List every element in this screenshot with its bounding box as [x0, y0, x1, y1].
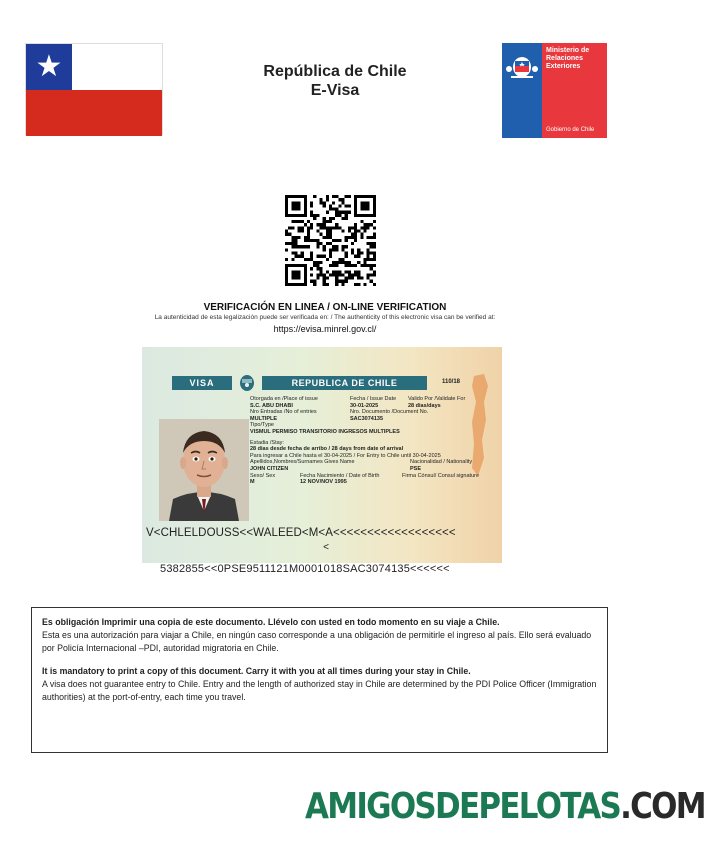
ministry-line-2: Relaciones — [546, 55, 583, 62]
place-value: S.C. ABU DHABI — [250, 402, 293, 409]
coat-of-arms-icon — [505, 51, 539, 81]
ministry-line-3: Exteriores — [546, 63, 581, 70]
flag-red-band — [26, 90, 162, 136]
notice-es-bold: Es obligación Imprimir una copia de este documento. Llévelo con usted en todo momento en su viaje a Chile. — [42, 617, 500, 627]
entries-value: MULTIPLE — [250, 415, 278, 422]
chile-flag — [25, 43, 163, 135]
sex-label: Sexo/ Sex — [250, 472, 276, 479]
star-icon: ★ — [35, 50, 63, 83]
title-line-2: E-Visa — [310, 82, 360, 99]
document-number-label: Nro. Documento /Document No. — [350, 409, 429, 416]
holder-photo — [159, 419, 249, 521]
type-value: VISMUL PERMISO TRANSITORIO INGRESOS MULTIPLES — [250, 428, 400, 435]
qr-code[interactable] — [285, 195, 376, 286]
valid-label: Valido Por /Validate For — [408, 396, 466, 402]
place-label: Otorgada en /Place of issue — [250, 396, 318, 402]
names-value: JOHN CITIZEN — [250, 465, 289, 472]
valid-value: 28 dias/days — [408, 402, 441, 409]
visa-code: 110/18 — [442, 379, 461, 385]
names-label: Apellidos,Nombres/Surnames Gives Name — [250, 459, 355, 466]
ministry-logo — [502, 43, 607, 138]
stay-label: Estadia /Stay: — [250, 439, 284, 446]
birth-label: Fecha Nacimiento / Date of Birth — [300, 472, 380, 479]
mrz-line-1-wrap: < — [323, 542, 329, 553]
type-label: Tipo/Type — [250, 422, 274, 429]
brand-domain: .COM — [620, 786, 705, 827]
verification-subtitle: La autenticidad de esta legalización puede ser verificada en: / The authenticity of this electronic visa can be verified at: — [154, 314, 496, 321]
document-title — [200, 62, 470, 100]
stay-value: 28 dias desde fecha de arribo / 28 days from date of arrival — [250, 446, 404, 453]
visa-fields — [250, 396, 500, 486]
mrz-line-1: V<CHLELDOUSS<<WALEED<M<A<<<<<<<<<<<<<<<<<< — [146, 527, 456, 539]
ministry-name — [546, 47, 606, 71]
ministry-line-1: Ministerio de — [546, 47, 590, 54]
notice-en-text: A visa does not guarantee entry to Chile. Entry and the length of authorized stay in Chile are determined by the PDI Police Officer (Immigration authorities) at the port-of-entry, each time you travel. — [42, 679, 597, 702]
mrz-line-2: 5382855<<0PSE9511121M0001018SAC3074135<<<<<< — [160, 563, 450, 575]
signature-label: Firma Cónsul/ Consul signature — [402, 472, 480, 479]
visa-banner: VISA — [172, 376, 232, 390]
birth-value: 12 NOV/NOV 1995 — [300, 479, 347, 486]
nationality-label: Nacionalidad / Nationality — [410, 459, 473, 466]
entries-label: Nro Entradas /No of entries — [250, 409, 317, 416]
brand-name: AMIGOSDEPELOTAS — [305, 786, 621, 827]
sex-value: M — [250, 479, 255, 486]
coat-of-arms-icon — [237, 371, 257, 393]
title-line-1: República de Chile — [263, 63, 407, 80]
country-banner: REPUBLICA DE CHILE — [262, 376, 427, 390]
nationality-value: PSE — [410, 465, 422, 472]
government-label: Gobierno de Chile — [546, 127, 595, 133]
date-value: 30-01-2025 — [350, 402, 379, 409]
entry-until: Para ingresar a Chile hasta el 30-04-2025 / For Entry to Chile until 30-04-2025 — [250, 452, 441, 459]
notice-es-text: Esta es una autorización para viajar a Chile, en ningún caso corresponde a una obligación de permitirle el ingreso al país. Ello será evaluado por Policía Internacional –PDI, autoridad migratoria en Chile. — [42, 630, 592, 653]
date-label: Fecha / Issue Date — [350, 396, 397, 402]
notice-box — [31, 607, 608, 753]
document-number-value: SAC3074135 — [350, 415, 384, 422]
verification-title: VERIFICACIÓN EN LINEA / ON-LINE VERIFICATION — [203, 302, 447, 313]
watermark-brand — [305, 786, 705, 827]
notice-en-bold: It is mandatory to print a copy of this document. Carry it with you at all times during your stay in Chile. — [42, 666, 471, 676]
verification-url[interactable]: https://evisa.minrel.gov.cl/ — [273, 324, 377, 334]
